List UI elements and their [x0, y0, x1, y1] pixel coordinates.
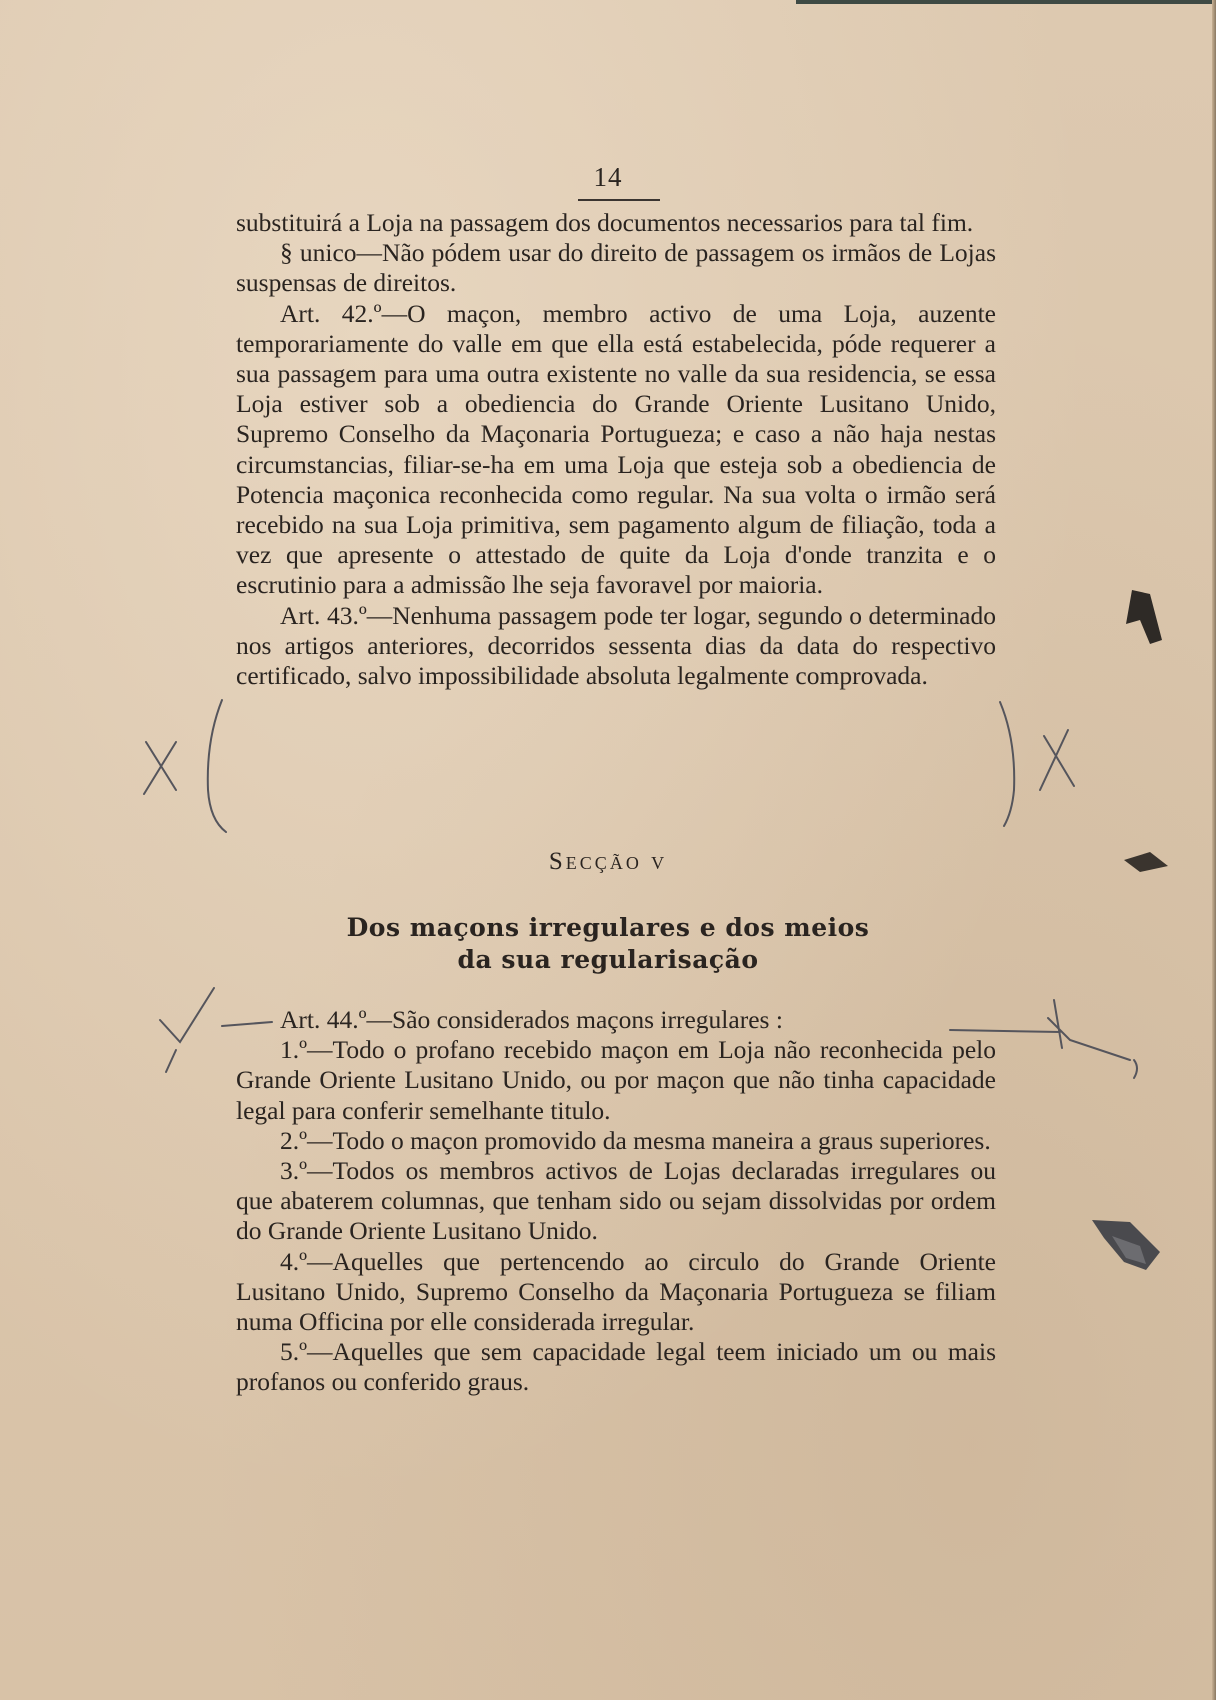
paper-hole-3-shade [1112, 1236, 1146, 1264]
pencil-curl-right [1134, 1060, 1137, 1078]
section-heading-line-1: Dos maçons irregulares e dos meios [346, 913, 870, 942]
pencil-tick-left [166, 1050, 176, 1072]
section-heading-line-2: da sua regularisação [457, 945, 759, 974]
paragraph-item-2: 2.º—Todo o maçon promovido da mesma maneira a graus superiores. [280, 1125, 991, 1155]
text-block-before [236, 208, 996, 691]
page-edge-top [796, 0, 1216, 4]
page-number: 14 [593, 162, 623, 192]
page-number-rule [578, 199, 660, 201]
paragraph-art-42: Art. 42.º—O maçon, membro activo de uma Loja, auzente temporariamente do valle em que ella está estabelecida, póde requerer a sua passagem para uma outra existente no valle da sua residencia, se essa Loja estiver sob a obediencia do Grande Oriente Lusitano Unido, Supremo Conselho da Maçonaria Portugueza; e caso a não haja nestas circumstancias, filiar-se-ha em uma Loja que esteja sob a obediencia de Potencia maçonica reconhecida como regular. Na sua volta o irmão será recebido na sua Loja primitiva, sem pagamento algum de filiação, toda a vez que apresente o attestado de quite da Loja d'onde tranzita e o escrutinio para a admissão lhe seja favoravel por maioria. [236, 298, 996, 600]
section-heading [0, 912, 1216, 976]
paragraph-art-43: Art. 43.º—Nenhuma passagem pode ter logar, segundo o determinado nos artigos anteriores, decorridos sessenta dias da data do respectivo certificado, salvo impossibilidade absoluta legalmente comprovada. [236, 600, 996, 691]
paragraph-unico: § unico—Não pódem usar do direito de passagem os irmãos de Lojas suspensas de direitos. [236, 238, 996, 298]
pencil-bracket-left [208, 700, 226, 832]
pencil-check-left [160, 988, 214, 1042]
section-label: Secção v [548, 848, 668, 875]
pencil-bracket-right [1000, 702, 1014, 826]
paper-hole-1 [1126, 590, 1162, 644]
pencil-x-right [1040, 730, 1074, 790]
paper-hole-3 [1092, 1220, 1160, 1270]
paragraph-continuation: substituirá a Loja na passagem dos documentos necessarios para tal fim. [236, 208, 974, 237]
paragraph-art-44: Art. 44.º—São considerados maçons irregulares : [280, 1005, 783, 1034]
pencil-x-art-44 [1048, 1000, 1130, 1060]
text-block-after [236, 1005, 996, 1398]
paragraph-item-3: 3.º—Todos os membros activos de Lojas declaradas irregulares ou que abaterem columnas, que tenham sido ou sejam dissolvidas por ordem do Grande Oriente Lusitano Unido. [236, 1156, 996, 1246]
paragraph-item-4: 4.º—Aquelles que pertencendo ao circulo do Grande Oriente Lusitano Unido, Supremo Conselho da Maçonaria Portugueza se filiam numa Officina por elle considerada irregular. [236, 1246, 996, 1337]
paragraph-item-5: 5.º—Aquelles que sem capacidade legal teem iniciado um ou mais profanos ou conferido graus. [236, 1337, 996, 1397]
paragraph-item-1: 1.º—Todo o profano recebido maçon em Loja não reconhecida pelo Grande Oriente Lusitano Unido, ou por maçon que não tinha capacidade legal para conferir semelhante titulo. [236, 1035, 996, 1125]
pencil-x-left [144, 742, 176, 794]
